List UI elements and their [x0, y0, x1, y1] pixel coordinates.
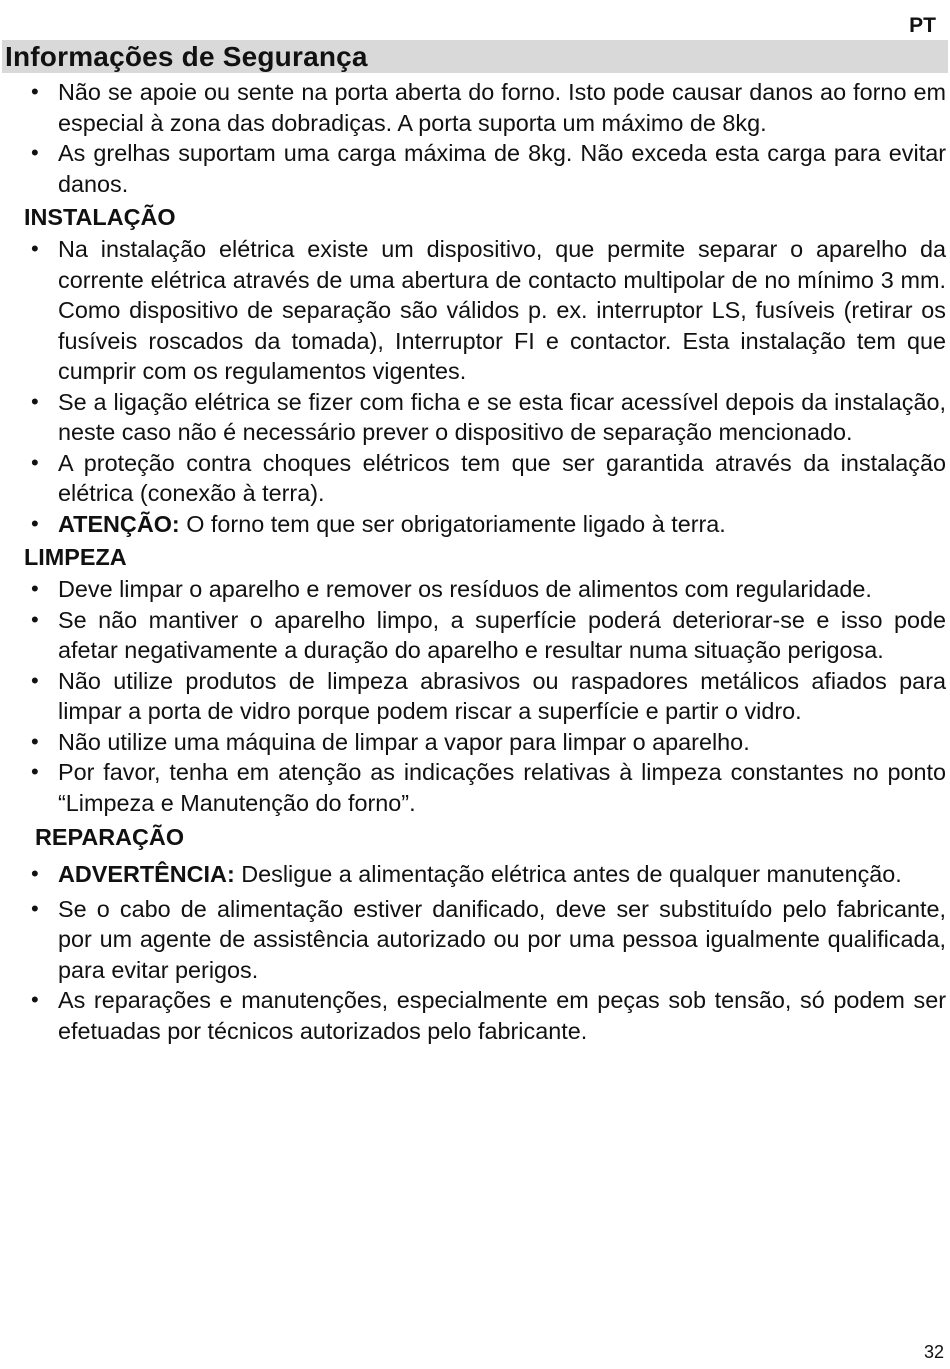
list-item: • Não utilize produtos de limpeza abrasivos ou raspadores metálicos afiados para limpar a porta de vidro porque podem riscar a superfície e partir o vidro. [0, 666, 950, 727]
repair-heading: REPARAÇÃO [35, 824, 185, 850]
list-item: • Se a ligação elétrica se fizer com ficha e se esta ficar acessível depois da instalação, neste caso não é necessário prever o dispositivo de separação mencionado. [0, 387, 950, 448]
warning-text: Desligue a alimentação elétrica antes de qualquer manutenção. [234, 861, 902, 887]
list-item: • Se não mantiver o aparelho limpo, a superfície poderá deteriorar-se e isso pode afetar negativamente a duração do aparelho e resultar numa situação perigosa. [0, 605, 950, 666]
attention-label: ATENÇÃO: [58, 510, 180, 537]
intro-list [0, 77, 950, 199]
page-content [0, 77, 950, 1046]
warning-item [0, 859, 950, 890]
list-item: • Por favor, tenha em atenção as indicações relativas à limpeza constantes no ponto “Limpeza e Manutenção do forno”. [0, 757, 950, 818]
warning-label: ADVERTÊNCIA: [58, 861, 235, 887]
list-item: • Deve limpar o aparelho e remover os resíduos de alimentos com regularidade. [0, 574, 950, 605]
cleaning-list [0, 574, 950, 818]
list-item: • Se o cabo de alimentação estiver danificado, deve ser substituído pelo fabricante, por um agente de assistência autorizado ou por uma pessoa igualmente qualificada, para evitar perigos. [0, 894, 950, 986]
installation-list [0, 234, 950, 539]
page-number: 32 [923, 1342, 944, 1362]
list-item: • As grelhas suportam uma carga máxima de 8kg. Não exceda esta carga para evitar danos. [0, 138, 950, 199]
section-title-bar [2, 40, 948, 73]
list-item: • A proteção contra choques elétricos tem que ser garantida através da instalação elétrica (conexão à terra). [0, 448, 950, 509]
page-title: Informações de Segurança [5, 41, 368, 72]
list-item: • Na instalação elétrica existe um dispositivo, que permite separar o aparelho da corrente elétrica através de uma abertura de contacto multipolar de no mínimo 3 mm. Como dispositivo de separação são válidos p. ex. interruptor LS, fusíveis (retirar os fusíveis roscados da tomada), Interruptor FI e contactor. Esta instalação tem que cumprir com os regulamentos vigentes. [0, 234, 950, 387]
list-item: • As reparações e manutenções, especialmente em peças sob tensão, só podem ser efetuadas por técnicos autorizados pelo fabricante. [0, 985, 950, 1046]
language-label: PT [909, 14, 936, 37]
attention-item [0, 509, 950, 540]
installation-heading: INSTALAÇÃO [24, 204, 176, 230]
cleaning-heading: LIMPEZA [24, 544, 127, 570]
repair-list [0, 859, 950, 1046]
list-item: • Não se apoie ou sente na porta aberta do forno. Isto pode causar danos ao forno em especial à zona das dobradiças. A porta suporta um máximo de 8kg. [0, 77, 950, 138]
list-item: • Não utilize uma máquina de limpar a vapor para limpar o aparelho. [0, 727, 950, 758]
attention-text: O forno tem que ser obrigatoriamente ligado à terra. [179, 510, 726, 537]
